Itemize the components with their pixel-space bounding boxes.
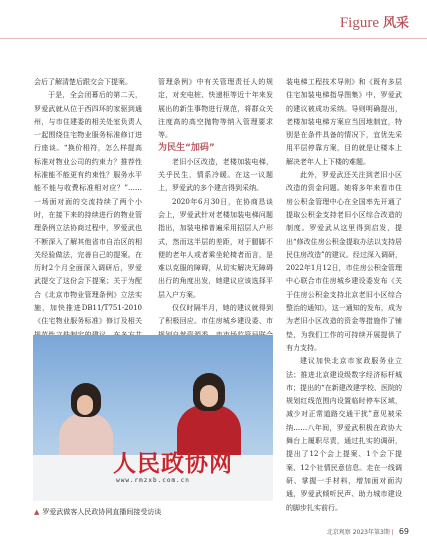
text-column-3 [286,76,402,510]
footer-separator: | [391,529,394,536]
paragraph: 此外，罗爱武还关注到老旧小区改造的资金问题。她将多年来看市住房公积金管理中心在全国率先开通了提取公积金支持老旧小区综合改造的制度。罗爱武从这里得到启发，提出“修改住房公积金提取办法以支持居民住房改造”的建议。经过深入调研，2022年1月12日，市住房公积金管理中心联合市住房城乡建设委发布《关于住房公积金支持北京老旧小区综合整治的通知》，这一通知的发布，成为为老旧小区改造的资金等措施作了铺垫，为我们工作的可持续开展提供了有力支持。 [286,171,402,352]
issue-label: 2023年第3期 [352,529,390,536]
paragraph: 老旧小区改造，老楼加装电梯，关乎民生，情系冷暖。在这一议题上，罗爱武的多个建言得到采纳。 [158,157,273,193]
page-footer [327,527,409,536]
text-column-2 [158,76,273,332]
page-number: 69 [398,527,409,536]
paragraph: 会后了解清楚后跟交会下提案。 [34,78,132,86]
interviewee-face [77,395,93,415]
paragraph: 2020年6月30日，在协商恳谈会上，罗爱武针对老楼加装电梯问题指出，加装电梯普遍采用招层人户形式，然而这半层的差距，对于腿脚不便的老年人或者乘坐轮椅者而言，是难以克服的障碍，从切实解决无障碍出行的角度出发，她建议应该选择平层入户方案。 [158,197,273,299]
section-subheading: 为民生“加码” [158,143,215,154]
text-column-1 [34,76,142,332]
magazine-name: 北京观察 [326,529,351,536]
paragraph: 建议加快北京市家政服务业立法；推进北京建设级数字经济标杆城市；提出的“在新建改建学校、医院的规划红线范围内设置临时停车区域，减少对正常道路交通干扰”意见被采纳……八年间，罗爱武积极在政协大舞台上履职尽责，通过扎实的调研，提出了12个会上提案、1个会下提案、12个社情民意信息。走在一线调研、掌握一手材料，增加面对面沟通，罗爱武倾听民声、助力城市建设的脚步扎实前行。 [286,357,402,512]
photo-caption [34,507,274,517]
paragraph: 装电梯工程技术导则》和《既有多层住宅加装电梯指导图集》中，罗爱武的建议被成功采纳。导则明确提出，老楼加装电梯方案应当因地制宜，特别是在条件具备的情况下，宜优先采用平层停靠方案，目的就是让楼本上解决老年人上下楼的难题。 [286,78,402,166]
paragraph: 仅仅时隔半月，她的建议就得到了积极回应。市住房城乡建设委、市 [158,304,273,326]
paragraph: 于是，全会闭幕后的第二天，罗爱武就从位于西四环的家驱到通州，与市住建委的相关处室负责人一起围绕住宅物业服务标准修订进行座谈。“换价相符，怎么样提高标准对物业公司的约束力？推荐性标准能不能更有约束性？服务水平能不能与收费标准相对应？”……一场面对面的交流持续了两个小时，在接下来的持续进行的物业管理条例立法协商过程中，罗爱武也不断深入了解其他省市自治区的相关经验做法，完善自己的提案。在历时2个月全面深入调研后，罗爱武提交了这份会下提案；关于为配合《北京市物业管理条例》立法实施，加快推进DB11/T751-2010《住宅物业服务标准》修订及相关 [34,91,142,326]
section-title [340,12,409,32]
studio-banner-logo: 人民政协网 [113,451,233,477]
triangle-icon: ▲ [34,508,40,516]
section-title-cn: 风采 [382,16,409,31]
paragraph: 管理条例》中有关管理责任人的规定，对充电桩、快递柜等近十年来发展出的新生事物进行规范，将群众关注度高的高空抛物等纳入管理要求等。 [158,78,273,140]
photo-caption-text: 罗爱武做客人民政协网直播间接受访谈 [42,508,162,516]
host-face [200,385,218,407]
section-title-en: Figure [339,15,379,31]
studio-banner-url: www.rmzxb.com.cn [116,477,190,484]
interview-photo [33,335,273,501]
